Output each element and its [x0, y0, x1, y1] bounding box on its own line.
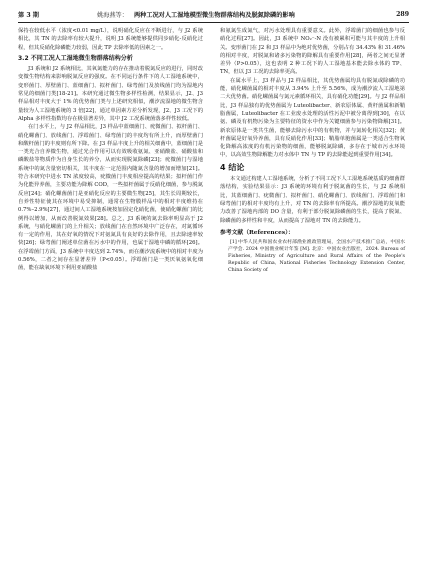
left-column [18, 27, 203, 273]
paragraph: 本文通过构建人工湿地系统，分析了不同工况下人工湿地系统基质的细菌群落结构，实验结果显示：J3 系统的环境有利于脱氮菌的生长，与 J2 系统相比，其蓝细菌门、疣微菌门、拟杆菌门、硝化螺菌门、放线菌门、浮霉菌门和绿弯菌门的相对丰度均有上升，对 TN 的去除率有所提高。潮汐湿地的复氧能力改善了湿地内部的 DO 含量，有利于部分脱氮除磷菌的生长，提高了脱氮、除磷菌的多样性和丰度，从而提高了湿地对 TN 的去除能力。 [220, 176, 405, 224]
paragraph: J3 系统和 J2 系统相比，其氧氮能力的存在推动着脱氮反应的进行，同时改变微生物结构来影响脱氮反应的强度。在不同运行条件下的人工湿地系统中，变形菌门、厚壁菌门、蓝细菌门、拟杆菌门、绿弯菌门及放线菌门均为湿地内常见的细菌门类[18-21]。本研究通过微生物多样性检测，结果显示，J2、J3 样品相对丰度大于 1% 的优势菌门类与上述研究相似，潮汐流湿地的微生物含量较为人工湿地系统的 3 倍[22]，通过单因素方差分析发现，J2、J3 工况下的 Alpha 多样性指数均存在极显著差异，其中 J2 工况系统菌落多样性较低。 [18, 66, 203, 122]
page-number: 289 [396, 10, 409, 18]
header-rule [18, 22, 409, 23]
reference-item [220, 239, 405, 274]
references-heading: 参考文献（References）： [220, 229, 294, 236]
section-heading-conclusion: 4 结论 [220, 162, 245, 172]
reference-text: 中华人民共和国农业农村部渔业渔政管理局，全国水产技术推广总站，中国水产学会. 2024 中国渔业统计年鉴 [M]. 北京：中国农业出版社，2024. Bureau of Fisheries, Ministry of Agriculture and Rural Affairs of the People's Republic of China, National Fisheries Technology Extension Center, China Society of [228, 240, 405, 274]
section-heading: 3.2 不同工况人工湿地微生物群落结构分析 [18, 54, 133, 62]
paragraph: 保持在较低水平（浓度<0.01 mg/L），说明硝化反应在不断进行，与 J2 系统相比，其 TN 的去除率有较大提升，说明 J3 系统能够提供同步硝化-反硝化过程，但其反硝化除磷能力较弱，因此 TP 去除率低的因素之一。 [18, 28, 203, 51]
paragraph: 和氨氮生成氮气，对污水处理具有重要意义。此外，浮霉菌门的细菌也参与反硝化过程[27]。因此，J3 系统中 NO₂⁻-N 没有被累积可能与其丰度的上升相关。变形菌门在 J2 和 J3 样品中为绝对优势菌，分别占有 34.43% 和 31.46% 的相对丰度，对脱氮和诸多污染物的降解具有重要作用[28]，两者之间无显著差异（P>0.05），这也表明 2 种工况下的人工湿地基本能去除水体的 TP、TN，但以 J3 工况的去除率更高。 [220, 28, 405, 76]
paragraph: 在门水平上，与 J2 样品相比，J3 样品中蓝细菌门、疣微菌门、拟杆菌门、硝化螺菌门、放线菌门、浮霉菌门、绿弯菌门的丰度均有所上升，而厚壁菌门和酸杆菌门的丰度则有所下降。在 J3 样品丰度上升的相关细菌中，蓝细菌门是一类光合自养微生物，通过光合作用可以有效吸收氨氮、亚硝酸盐、硝酸盐和磷酸盐等物质作为自身生长的养分，从而实现脱氮除磷[23]；疣微菌门与湿地系统中的氮含量密切相关，其丰度在一定范围内随氮含量的增加而增加[21]。符合本研究中进水 TN 浓度较高，疣微菌门丰度相应提高的结果；拟杆菌门作为化能异养菌，主要功能为降解 COD，一些拟杆菌属于反硝化细菌，参与脱氮反应[24]；硝化螺菌菌门是亚硝化反应的主要微生物[25]，其生长周期较长，自养性特征使其在环境中易受抑制，通常在生物膜样品中的相对丰度维持在 0.7%–2.9%[27]，通过间人工湿地系统按加固定化硝化菌，使硝化螺菌门的比例得以增加，从而改善脱氮效果[28]。总之，J3 系统的氮去除率明显高于 J2 系统，与硝化螺菌门的上升相关；放线菌门在自然环境中广泛存在，对氮循环有一定的作用，其在好氧的情况下对氨氮具有良好的去除作用，且去除速率较快[26]；绿弯菌门阐述单位菌在污水中的作用，也属于湿地中磷的循环[26]。在浮霉菌门方面，J3 系统中丰度达到 2.74%，而在潮汐流系统中的相对丰度为 0.56%，二者之间存在显著差异（P<0.05）。浮霉菌门是一类厌氧氨氧化细菌，能在缺氧环境下利用亚硝酸盐 [18, 124, 203, 272]
reference-number: [1] [230, 240, 237, 246]
issue-label: 第 3 期 [18, 11, 39, 19]
paragraph: 在属水平上，J3 样品与 J2 样品相比，其优势菌属均具有脱氮或除磷的功能，硝化螺菌属的相对丰度从 3.94% 上升至 5.56%，成为潮汐流人工湿地第二大优势菌。硝化螺菌属与氮元素循环相关，具有硝化功能[29]。与 J2 样品相比，J3 样品独有的优势菌属为 Luteolibacter、新农原体属、黄杆菌属和新鞘脂菌属，Luteolibacter 在工业废水处理的活性污泥中被分离得到[30]，在以氨、磷及有机物污染为主要特征的资水中作为关键细菌参与污染物降解[31]。新农原体是一类共生菌，能够去除污水中的有机物，并与氮转化相关[32]；黄杆菌属是好氧异养菌，具有反硝化作用[33]；鞘脂单胞菌属是一类适合生物氧化降解高浓度的有机污染物的细菌，能够脱氮除磷，多存在于城市污水环境中，以高效生物降解能力对水体中 TN 与 TP 的去除能起到重要作用[34]。 [220, 77, 405, 159]
right-column [220, 27, 405, 274]
header-title: 两种工况对人工湿地模型微生物群落结构及脱氮除磷的影响 [133, 11, 295, 19]
running-header [18, 8, 409, 20]
header-authors: 姚海燕等： [97, 11, 128, 19]
